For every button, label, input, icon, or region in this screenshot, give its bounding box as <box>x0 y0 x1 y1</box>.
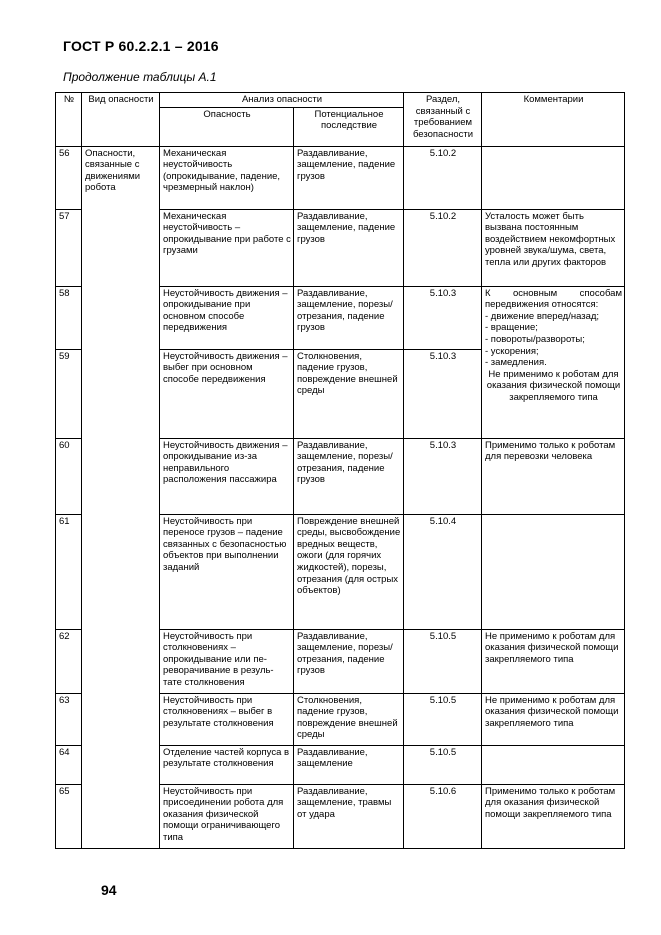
section-cell: 5.10.2 <box>404 146 482 209</box>
consequence-cell: Раздавливание, защемление, порезы/отрезания, падение грузов <box>294 286 404 349</box>
consequence-cell: Раздавливание, защемление, падение грузов <box>294 209 404 286</box>
hazard-cell: Неустойчивость при столкновениях – выбег в результате столкновения <box>160 693 294 745</box>
comment-cell <box>482 514 625 629</box>
row-num: 56 <box>56 146 82 209</box>
section-cell: 5.10.3 <box>404 438 482 514</box>
row-num: 57 <box>56 209 82 286</box>
row-num: 64 <box>56 745 82 784</box>
header-num: № <box>56 93 82 147</box>
consequence-cell: Столкновения, падение грузов, повреждение внешней среды <box>294 693 404 745</box>
section-cell: 5.10.6 <box>404 784 482 848</box>
hazard-table <box>55 92 625 849</box>
row-num: 59 <box>56 349 82 438</box>
comment-list-item: - повороты/развороты; <box>485 333 585 345</box>
consequence-cell: Раздавливание, защемление <box>294 745 404 784</box>
comment-cell: Усталость может быть вызвана постоянным воздействием некомфортных уровней звука/шума, света, тепла или других факторов <box>482 209 625 286</box>
hazard-cell: Отделение частей корпуса в результате столкновения <box>160 745 294 784</box>
comment-list-item: - движение вперед/назад; <box>485 310 600 322</box>
header-comments: Комментарии <box>482 93 625 147</box>
row-num: 58 <box>56 286 82 349</box>
comment-cell <box>482 745 625 784</box>
comment-cell: Не применимо к роботам для оказания физической помощи закрепляемого типа <box>482 693 625 745</box>
header-consequence: Потенциальное последствие <box>294 107 404 146</box>
header-section: Раздел, связанный с требованием безопасности <box>404 93 482 147</box>
consequence-cell: Раздавливание, защемление, порезы/отрезания, падение грузов <box>294 438 404 514</box>
section-cell: 5.10.5 <box>404 629 482 693</box>
consequence-cell: Раздавливание, защемление, травмы от удара <box>294 784 404 848</box>
comment-note: Не применимо к роботам для оказания физической помощи закрепляемого типа <box>486 368 621 403</box>
comment-cell: Не применимо к роботам для оказания физической помощи закрепляемого типа <box>482 629 625 693</box>
section-cell: 5.10.2 <box>404 209 482 286</box>
row-num: 63 <box>56 693 82 745</box>
table-row <box>56 146 625 209</box>
header-type: Вид опасности <box>82 93 160 147</box>
hazard-cell: Неустойчивость при присоединении робота для оказания физической помощи ограничивающего типа <box>160 784 294 848</box>
comment-list-item: - замедления. <box>485 357 547 369</box>
section-cell: 5.10.3 <box>404 286 482 349</box>
comment-list-item: - вращение; <box>485 322 538 334</box>
hazard-cell: Механическая неустойчивость – опрокидывание при работе с грузами <box>160 209 294 286</box>
hazard-cell: Механическая неустойчивость (опрокидывание, падение, чрезмерный наклон) <box>160 146 294 209</box>
hazard-cell: Неустойчивость при столкновениях – опрокидывание или пе-реворачивание в резуль-тате столкновения <box>160 629 294 693</box>
row-num: 61 <box>56 514 82 629</box>
consequence-cell: Повреждение внешней среды, высвобождение вредных веществ, ожоги (для горячих жидкостей), порезы, отрезания (для острых объектов) <box>294 514 404 629</box>
row-num: 60 <box>56 438 82 514</box>
document-header: ГОСТ Р 60.2.2.1 – 2016 <box>63 38 219 54</box>
comment-list-item: - ускорения; <box>485 345 539 357</box>
section-cell: 5.10.3 <box>404 349 482 438</box>
section-cell: 5.10.5 <box>404 745 482 784</box>
table-caption: Продолжение таблицы А.1 <box>63 70 217 84</box>
header-hazard: Опасность <box>160 107 294 146</box>
comment-cell-merged <box>482 286 625 438</box>
page-number: 94 <box>101 882 117 898</box>
header-row-1 <box>56 93 625 108</box>
comment-intro: К основным способам передвижения относятся: <box>485 287 622 311</box>
row-num: 62 <box>56 629 82 693</box>
consequence-cell: Раздавливание, защемление, падение грузов <box>294 146 404 209</box>
hazard-cell: Неустойчивость движения – опрокидывание при основном способе передвижения <box>160 286 294 349</box>
hazard-type-cell: Опасности, связанные с движениями робота <box>82 146 160 848</box>
hazard-cell: Неустойчивость движения – выбег при основном способе передвижения <box>160 349 294 438</box>
comment-cell <box>482 146 625 209</box>
header-analysis: Анализ опасности <box>160 93 404 108</box>
hazard-cell: Неустойчивость движения – опрокидывание из-за неправильного расположения пассажира <box>160 438 294 514</box>
consequence-cell: Раздавливание, защемление, порезы/отрезания, падение грузов <box>294 629 404 693</box>
consequence-cell: Столкновения, падение грузов, повреждение внешней среды <box>294 349 404 438</box>
comment-cell: Применимо только к роботам для оказания физической помощи закрепляемого типа <box>482 784 625 848</box>
section-cell: 5.10.5 <box>404 693 482 745</box>
hazard-cell: Неустойчивость при переносе грузов – падение связанных с безопасностью объектов при выполнении заданий <box>160 514 294 629</box>
row-num: 65 <box>56 784 82 848</box>
section-cell: 5.10.4 <box>404 514 482 629</box>
comment-cell: Применимо только к роботам для перевозки человека <box>482 438 625 514</box>
